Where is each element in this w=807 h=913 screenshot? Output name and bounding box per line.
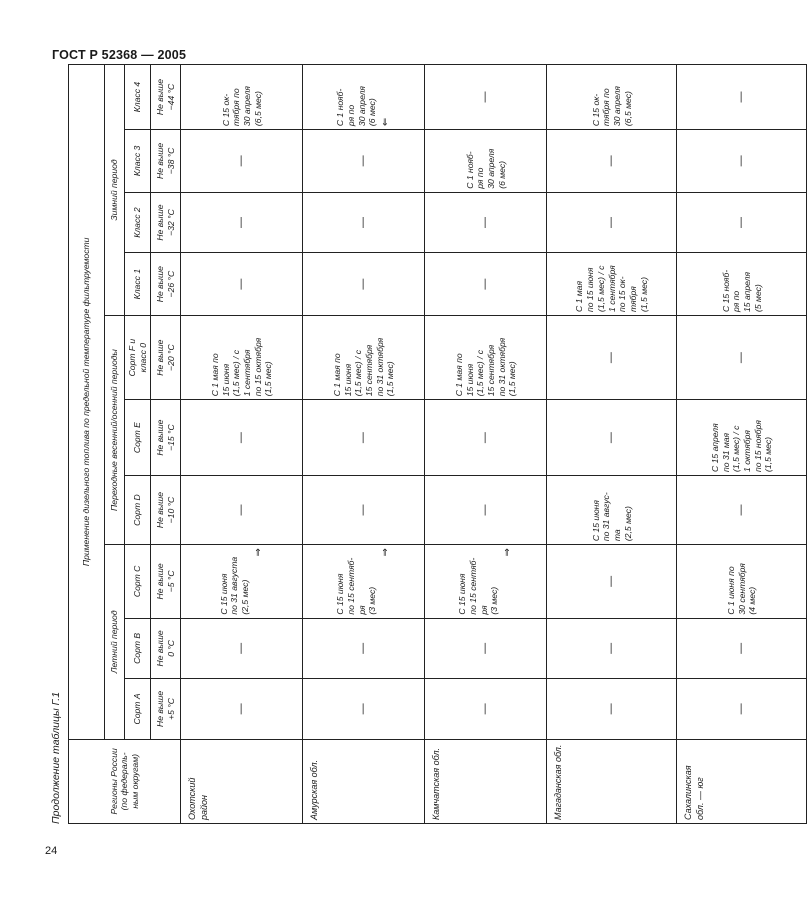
empty-cell bbox=[677, 679, 807, 740]
column-grade-header: Сорт C bbox=[125, 545, 151, 619]
empty-cell bbox=[303, 130, 425, 193]
transitional-header: Переходные весенний/осенний периоды bbox=[105, 315, 125, 544]
empty-cell bbox=[547, 618, 677, 679]
region-cell: Магаданская обл. bbox=[547, 739, 677, 823]
cell-text: С 1 мая по 15 июня (1,5 мес) / с 1 сентября по 15 октября (1,5 мес) bbox=[209, 337, 274, 397]
column-limit-header: Не выше −38 °C bbox=[151, 130, 181, 193]
column-grade-header: Класс 3 bbox=[125, 130, 151, 193]
period-cell bbox=[181, 545, 303, 619]
summer-header: Летний период bbox=[105, 545, 125, 740]
empty-cell bbox=[181, 679, 303, 740]
column-limit-header: Не выше −10 °C bbox=[151, 475, 181, 544]
column-limit-header: Не выше −44 °C bbox=[151, 65, 181, 130]
column-grade-header: Сорт F и класс 0 bbox=[125, 315, 151, 399]
empty-cell bbox=[547, 130, 677, 193]
empty-cell bbox=[677, 192, 807, 253]
empty-cell bbox=[181, 618, 303, 679]
empty-cell bbox=[303, 618, 425, 679]
cell-text: С 1 июня по 30 сентября (4 мес) bbox=[725, 563, 758, 615]
column-grade-header: Класс 4 bbox=[125, 65, 151, 130]
cell-text: — bbox=[235, 278, 248, 290]
column-limit-header: Не выше −15 °C bbox=[151, 400, 181, 476]
empty-cell bbox=[425, 253, 547, 316]
cell-text: С 1 мая по 15 июня (1,5 мес) / с 1 сентября по 15 ок- тября (1,5 мес) bbox=[574, 265, 649, 312]
cell-text: — bbox=[479, 91, 492, 103]
empty-cell bbox=[547, 192, 677, 253]
cell-text: — bbox=[735, 217, 748, 229]
continuation-arrow-icon: ⇒ bbox=[502, 548, 514, 557]
empty-cell bbox=[677, 130, 807, 193]
empty-cell bbox=[547, 679, 677, 740]
table-row bbox=[181, 65, 303, 824]
empty-cell bbox=[677, 65, 807, 130]
continuation-arrow-icon: ⇐ bbox=[380, 117, 392, 127]
cell-text: — bbox=[479, 278, 492, 290]
column-limit-header: Не выше −20 °C bbox=[151, 315, 181, 399]
cell-text: С 15 апреля по 31 мая (1,5 мес) / с 1 октября по 15 ноября (1,5 мес) bbox=[709, 420, 774, 472]
cell-text: С 15 нояб- ря по 15 апреля (5 мес) bbox=[720, 269, 763, 312]
empty-cell bbox=[303, 679, 425, 740]
empty-cell bbox=[181, 253, 303, 316]
column-limit-header: Не выше +5 °C bbox=[151, 679, 181, 740]
empty-cell bbox=[425, 679, 547, 740]
winter-header: Зимний период bbox=[105, 65, 125, 316]
empty-cell bbox=[181, 192, 303, 253]
cell-text: — bbox=[735, 91, 748, 103]
empty-cell bbox=[425, 400, 547, 476]
cell-text: — bbox=[735, 352, 748, 364]
table-caption: Продолжение таблицы Г.1 bbox=[50, 691, 62, 824]
cell-text: С 15 июня по 15 сентяб- ря (3 мес) bbox=[457, 557, 500, 615]
cell-text: С 15 июня по 15 сентяб- ря (3 мес) bbox=[335, 557, 378, 615]
period-cell bbox=[425, 130, 547, 193]
table-row bbox=[425, 65, 547, 824]
cell-text: С 15 июня по 31 августа (2,5 мес) bbox=[218, 556, 251, 615]
cell-text: — bbox=[235, 504, 248, 516]
cell-text: — bbox=[235, 703, 248, 715]
empty-cell bbox=[425, 475, 547, 544]
cell-text: — bbox=[357, 432, 370, 444]
cell-text: С 1 нояб- ря по 30 апреля (6 мес) bbox=[335, 85, 378, 127]
cell-text: — bbox=[479, 504, 492, 516]
cell-text: — bbox=[605, 352, 618, 364]
period-cell bbox=[425, 545, 547, 619]
column-grade-header: Сорт B bbox=[125, 618, 151, 679]
cell-text: — bbox=[479, 642, 492, 654]
region-cell: Сахалинская обл. — юг bbox=[677, 739, 807, 823]
period-cell bbox=[425, 315, 547, 399]
cell-text: — bbox=[479, 217, 492, 229]
continuation-arrow-icon: ⇒ bbox=[380, 548, 392, 557]
empty-cell bbox=[181, 475, 303, 544]
column-grade-header: Класс 1 bbox=[125, 253, 151, 316]
cell-text: С 15 ок- тября по 30 апреля (6,5 мес) bbox=[590, 85, 633, 127]
column-grade-header: Сорт A bbox=[125, 679, 151, 740]
column-limit-header: Не выше −26 °C bbox=[151, 253, 181, 316]
continuation-arrow-icon: ⇒ bbox=[252, 548, 264, 557]
cell-text: — bbox=[605, 642, 618, 654]
column-grade-header: Класс 2 bbox=[125, 192, 151, 253]
cell-text: — bbox=[235, 217, 248, 229]
cell-text: — bbox=[735, 642, 748, 654]
region-cell: Охотский район bbox=[181, 739, 303, 823]
column-grade-header: Сорт D bbox=[125, 475, 151, 544]
period-cell bbox=[547, 65, 677, 130]
cell-text: — bbox=[235, 155, 248, 167]
period-cell bbox=[677, 545, 807, 619]
empty-cell bbox=[303, 192, 425, 253]
empty-cell bbox=[677, 315, 807, 399]
cell-text: — bbox=[479, 432, 492, 444]
cell-text: — bbox=[357, 703, 370, 715]
period-cell bbox=[181, 315, 303, 399]
region-header: Регионы России (по федераль- ным округам) bbox=[69, 739, 181, 823]
cell-text: — bbox=[235, 432, 248, 444]
empty-cell bbox=[425, 192, 547, 253]
cell-text: С 1 мая по 15 июня (1,5 мес) / с 15 сентября по 31 октября (1,5 мес) bbox=[331, 337, 396, 397]
fuel-application-table bbox=[68, 64, 807, 824]
cell-text: — bbox=[735, 155, 748, 167]
empty-cell bbox=[303, 253, 425, 316]
column-grade-header: Сорт E bbox=[125, 400, 151, 476]
page-number: 24 bbox=[45, 845, 58, 857]
cell-text: — bbox=[357, 217, 370, 229]
period-cell bbox=[303, 65, 425, 130]
period-cell bbox=[303, 315, 425, 399]
cell-text: С 15 ок- тября по 30 апреля (6,5 мес) bbox=[220, 85, 263, 127]
column-limit-header: Не выше −32 °C bbox=[151, 192, 181, 253]
cell-text: — bbox=[605, 575, 618, 587]
empty-cell bbox=[303, 475, 425, 544]
cell-text: С 1 мая по 15 июня (1,5 мес) / с 15 сентября по 31 октября (1,5 мес) bbox=[453, 337, 518, 397]
table-row bbox=[677, 65, 807, 824]
table-row bbox=[303, 65, 425, 824]
main-header: Применение дизельного топлива по предельной температуре фильтруемости bbox=[69, 65, 105, 740]
cell-text: — bbox=[357, 504, 370, 516]
cell-text: — bbox=[735, 703, 748, 715]
period-cell bbox=[677, 400, 807, 476]
period-cell bbox=[181, 65, 303, 130]
cell-text: С 15 июня по 31 авгус- та (2,5 мес) bbox=[590, 492, 633, 542]
empty-cell bbox=[677, 618, 807, 679]
empty-cell bbox=[303, 400, 425, 476]
empty-cell bbox=[181, 130, 303, 193]
rotated-table-area bbox=[50, 64, 774, 824]
empty-cell bbox=[425, 65, 547, 130]
cell-text: — bbox=[357, 155, 370, 167]
period-cell bbox=[547, 253, 677, 316]
empty-cell bbox=[547, 315, 677, 399]
cell-text: — bbox=[357, 278, 370, 290]
cell-text: — bbox=[605, 155, 618, 167]
document-code: ГОСТ Р 52368 — 2005 bbox=[52, 48, 187, 62]
column-limit-header: Не выше 0 °C bbox=[151, 618, 181, 679]
cell-text: — bbox=[605, 432, 618, 444]
column-limit-header: Не выше −5 °C bbox=[151, 545, 181, 619]
region-cell: Камчатская обл. bbox=[425, 739, 547, 823]
empty-cell bbox=[181, 400, 303, 476]
cell-text: — bbox=[357, 642, 370, 654]
period-cell bbox=[547, 475, 677, 544]
cell-text: — bbox=[235, 642, 248, 654]
cell-text: — bbox=[479, 703, 492, 715]
cell-text: — bbox=[605, 703, 618, 715]
region-cell: Амурская обл. bbox=[303, 739, 425, 823]
empty-cell bbox=[547, 400, 677, 476]
table-row bbox=[547, 65, 677, 824]
empty-cell bbox=[677, 475, 807, 544]
cell-text: — bbox=[735, 504, 748, 516]
empty-cell bbox=[547, 545, 677, 619]
period-cell bbox=[677, 253, 807, 316]
cell-text: — bbox=[605, 217, 618, 229]
empty-cell bbox=[425, 618, 547, 679]
cell-text: С 1 нояб- ря по 30 апреля (6 мес) bbox=[464, 148, 507, 189]
period-cell bbox=[303, 545, 425, 619]
